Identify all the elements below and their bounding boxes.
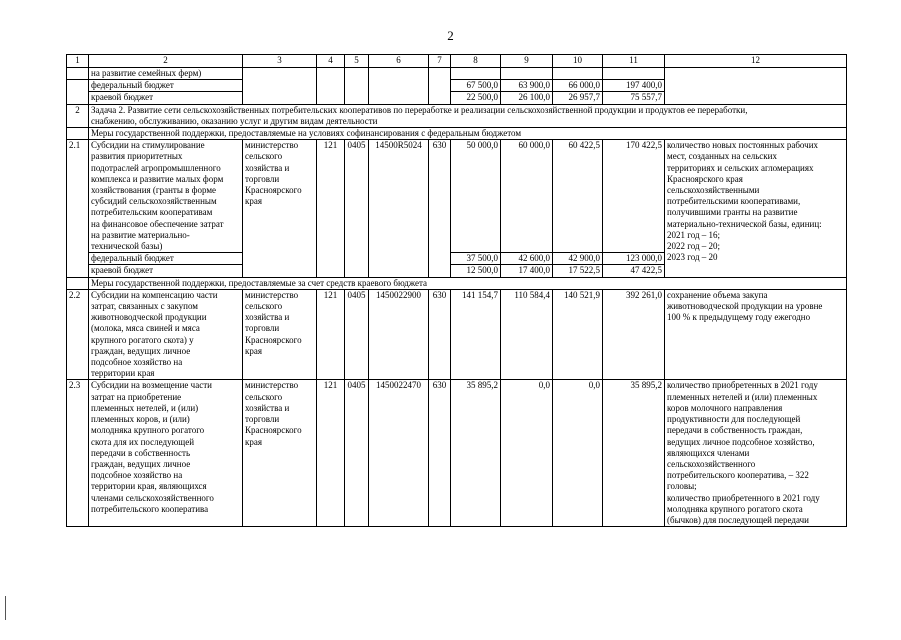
cell-line: 100 % к предыдущему году ежегодно: [667, 312, 811, 323]
amount-cell: 12 500,0: [451, 265, 501, 277]
cell-line: сельского: [245, 301, 283, 312]
table-cell: [665, 80, 847, 92]
code-cell: 121: [317, 289, 345, 380]
code-cell: 0405: [345, 380, 369, 527]
cell-line: территории края: [91, 368, 155, 379]
cell-line: потребительского кооператива, – 322: [667, 470, 809, 481]
cell-line: (бычков) для последующей передачи: [667, 514, 809, 525]
cell-line: потребительского кооператива: [91, 503, 209, 514]
cell-line: сельского: [245, 391, 283, 402]
row-number: 2: [67, 104, 89, 127]
table-cell: [243, 92, 317, 104]
amount-cell: 37 500,0: [451, 253, 501, 265]
table-cell: 66 000,0: [553, 80, 603, 92]
cell-line: животноводческой продукции: [91, 312, 207, 323]
amount-cell: 170 422,5: [603, 140, 665, 253]
amount-cell: 35 895,2: [603, 380, 665, 527]
amount-cell: 42 900,0: [553, 253, 603, 265]
cell-line: племенных нетелей, и (или): [91, 402, 199, 413]
result-indicator: [665, 380, 847, 527]
cell-line: молодняка крупного рогатого: [91, 425, 205, 436]
row-regional-1: [67, 92, 847, 104]
row-federal-1: [67, 80, 847, 92]
cell-line: края: [245, 436, 263, 447]
table-cell: [369, 92, 429, 104]
column-number: 4: [317, 55, 345, 68]
code-cell: 14500R5024: [369, 140, 429, 277]
row-2-2: [67, 289, 847, 380]
table-cell: [501, 68, 553, 80]
table-cell: [67, 68, 89, 80]
table-cell: [67, 92, 89, 104]
cell-line: подсобное хозяйство на: [91, 357, 183, 368]
result-indicator: [665, 289, 847, 380]
cell-line: министерство: [245, 289, 299, 300]
cell-line: количество приобретенного в 2021 году: [667, 492, 820, 503]
table-cell: [67, 80, 89, 92]
cell-line: субсидий сельскохозяйственным: [91, 196, 217, 207]
cell-line: Красноярского: [245, 185, 302, 196]
table-cell: [429, 92, 451, 104]
cell-line: на финансовое обеспечение затрат: [91, 218, 224, 229]
table-cell: 67 500,0: [451, 80, 501, 92]
row-family-farms: [67, 68, 847, 80]
measure-description: [89, 140, 243, 253]
empty-cell: [67, 128, 89, 140]
cell-line: сельскохозяйственного: [667, 458, 756, 469]
cell-line: министерство: [245, 140, 299, 151]
row-number: 2.2: [67, 289, 89, 380]
page-number: 2: [447, 28, 454, 43]
row-section-regional: [67, 277, 847, 289]
responsible-agency: [243, 289, 317, 380]
table-cell: федеральный бюджет: [89, 80, 243, 92]
row-2-3: [67, 380, 847, 527]
cell-line: Красноярского: [245, 425, 302, 436]
table-cell: 22 500,0: [451, 92, 501, 104]
column-number: 7: [429, 55, 451, 68]
cell-line: края: [245, 196, 263, 207]
row-section-federal: [67, 128, 847, 140]
cell-line: являющихся членами: [667, 447, 750, 458]
cell-line: торговли: [245, 414, 280, 425]
column-number: 9: [501, 55, 553, 68]
row-number: 2.1: [67, 140, 89, 277]
cell-line: министерство: [245, 380, 299, 391]
cell-line: развития приоритетных: [91, 151, 183, 162]
amount-cell: 141 154,7: [451, 289, 501, 380]
table-cell: на развитие семейных ферм): [89, 68, 243, 80]
amount-cell: 17 400,0: [501, 265, 553, 277]
cell-line: продуктивности для последующей: [667, 414, 801, 425]
table-cell: [665, 68, 847, 80]
code-cell: 630: [429, 140, 451, 277]
cell-line: хозяйства и: [245, 162, 290, 173]
table-cell: [345, 92, 369, 104]
cell-line: племенных коров, и (или): [91, 414, 190, 425]
table-cell: [317, 80, 345, 92]
cell-line: технической базы): [91, 241, 163, 252]
budget-table: [66, 54, 847, 527]
code-cell: 0405: [345, 140, 369, 277]
code-cell: 121: [317, 380, 345, 527]
result-indicator: [665, 140, 847, 277]
table-cell: 63 900,0: [501, 80, 553, 92]
column-number: 8: [451, 55, 501, 68]
cell-line: сельскохозяйственными: [667, 185, 760, 196]
amount-cell: 35 895,2: [451, 380, 501, 527]
cell-line: хозяйства и: [245, 402, 290, 413]
cell-line: 2022 год – 20;: [667, 241, 721, 252]
cell-line: получившими гранты на развитие: [667, 207, 798, 218]
cell-line: территориях и сельских агломерациях: [667, 162, 814, 173]
cell-line: Субсидии на компенсацию части: [91, 289, 218, 300]
table-cell: [317, 92, 345, 104]
cell-line: торговли: [245, 323, 280, 334]
table-cell: краевой бюджет: [89, 92, 243, 104]
cell-line: граждан, ведущих личное: [91, 345, 191, 356]
column-number: 6: [369, 55, 429, 68]
code-cell: 1450022900: [369, 289, 429, 380]
cell-line: сохранение объема закупа: [667, 289, 768, 300]
budget-label: федеральный бюджет: [89, 253, 243, 265]
cell-line: скота для их последующей: [91, 436, 195, 447]
amount-cell: 60 000,0: [501, 140, 553, 253]
table-cell: 26 100,0: [501, 92, 553, 104]
cell-line: передачи в собственность: [91, 447, 191, 458]
row-2-1: [67, 140, 847, 253]
cell-line: количество приобретенных в 2021 году: [667, 380, 818, 391]
task-title: [89, 104, 847, 127]
table-cell: [243, 80, 317, 92]
code-cell: 121: [317, 140, 345, 277]
amount-cell: 47 422,5: [603, 265, 665, 277]
amount-cell: 392 261,0: [603, 289, 665, 380]
table-cell: [345, 68, 369, 80]
cell-line: 2023 год – 20: [667, 252, 718, 263]
table-cell: [243, 68, 317, 80]
table-cell: [451, 68, 501, 80]
column-number-row: [67, 55, 847, 68]
cell-line: количество новых постоянных рабочих: [667, 140, 819, 151]
cell-line: мест, созданных на сельских: [667, 151, 777, 162]
table-cell: [369, 68, 429, 80]
code-cell: 0405: [345, 289, 369, 380]
cell-line: 2021 год – 16;: [667, 229, 721, 240]
empty-cell: [67, 277, 89, 289]
cell-line: членами сельскохозяйственного: [91, 492, 214, 503]
cell-line: ведущих личное подсобное хозяйство,: [667, 436, 815, 447]
cell-line: крупного рогатого скота) у: [91, 334, 194, 345]
cell-line: (молока, мяса свиней и мяса: [91, 323, 200, 334]
table-cell: [429, 80, 451, 92]
amount-cell: 17 522,5: [553, 265, 603, 277]
table-cell: [345, 80, 369, 92]
table-cell: 197 400,0: [603, 80, 665, 92]
table-cell: [429, 68, 451, 80]
section-title: Меры государственной поддержки, предоставляемые за счет средств краевого бюджета: [89, 277, 847, 289]
measure-description: [89, 380, 243, 527]
table-cell: 26 957,7: [553, 92, 603, 104]
amount-cell: 123 000,0: [603, 253, 665, 265]
column-number: 10: [553, 55, 603, 68]
cell-line: подсобное хозяйство на: [91, 470, 183, 481]
cell-line: Субсидии на стимулирование: [91, 140, 205, 151]
amount-cell: 60 422,5: [553, 140, 603, 253]
cell-line: затрат, связанных с закупом: [91, 301, 199, 312]
cell-line: материально-технической базы, единиц:: [667, 218, 822, 229]
code-cell: 1450022470: [369, 380, 429, 527]
column-number: 1: [67, 55, 89, 68]
column-number: 11: [603, 55, 665, 68]
cell-line: племенных нетелей и (или) племенных: [667, 391, 818, 402]
cell-line: хозяйства и: [245, 312, 290, 323]
cell-line: хозяйствования (гранты в форме: [91, 185, 217, 196]
responsible-agency: [243, 140, 317, 277]
column-number: 12: [665, 55, 847, 68]
cell-line: подотраслей агропромышленного: [91, 162, 221, 173]
cell-line: Красноярского края: [667, 173, 743, 184]
cell-line: сельского: [245, 151, 283, 162]
table-body: [67, 55, 847, 527]
cell-line: снабжению, обслуживанию, оказанию услуг и другим видам деятельности: [91, 115, 378, 126]
cell-line: потребительскими кооперативами,: [667, 196, 801, 207]
cell-line: коров молочного направления: [667, 402, 783, 413]
cell-line: молодняка крупного рогатого скота: [667, 503, 803, 514]
cell-line: передачи в собственность граждан,: [667, 425, 803, 436]
table-cell: 75 557,7: [603, 92, 665, 104]
code-cell: 630: [429, 289, 451, 380]
measure-description: [89, 289, 243, 380]
section-title: Меры государственной поддержки, предоставляемые на условиях софинансирования с федеральным бюджетом: [89, 128, 847, 140]
table-cell: [553, 68, 603, 80]
cell-line: потребительским кооперативам: [91, 207, 213, 218]
table-cell: [317, 68, 345, 80]
table-cell: [369, 80, 429, 92]
cell-line: головы;: [667, 481, 697, 492]
column-number: 3: [243, 55, 317, 68]
row-number: 2.3: [67, 380, 89, 527]
cell-line: Красноярского: [245, 334, 302, 345]
code-cell: 630: [429, 380, 451, 527]
table-cell: [603, 68, 665, 80]
cell-line: комплекса и развитие малых форм: [91, 173, 224, 184]
cell-line: на развитие материально-: [91, 229, 190, 240]
cell-line: затрат на приобретение: [91, 391, 182, 402]
table-cell: [665, 92, 847, 104]
cell-line: территории края, являющихся: [91, 481, 207, 492]
scan-margin-mark: [5, 596, 6, 620]
amount-cell: 0,0: [553, 380, 603, 527]
cell-line: края: [245, 345, 263, 356]
cell-line: Задача 2. Развитие сети сельскохозяйственных потребительских кооперативов по переработке и реализации сельскохозяйственной продукции и продуктов ее переработки,: [91, 104, 748, 115]
responsible-agency: [243, 380, 317, 527]
amount-cell: 110 584,4: [501, 289, 553, 380]
amount-cell: 50 000,0: [451, 140, 501, 253]
amount-cell: 140 521,9: [553, 289, 603, 380]
amount-cell: 42 600,0: [501, 253, 553, 265]
budget-label: краевой бюджет: [89, 265, 243, 277]
amount-cell: 0,0: [501, 380, 553, 527]
row-task-2: [67, 104, 847, 127]
cell-line: граждан, ведущих личное: [91, 458, 191, 469]
cell-line: торговли: [245, 173, 280, 184]
column-number: 2: [89, 55, 243, 68]
column-number: 5: [345, 55, 369, 68]
cell-line: Субсидии на возмещение части: [91, 380, 212, 391]
cell-line: животноводческой продукции на уровне: [667, 301, 823, 312]
